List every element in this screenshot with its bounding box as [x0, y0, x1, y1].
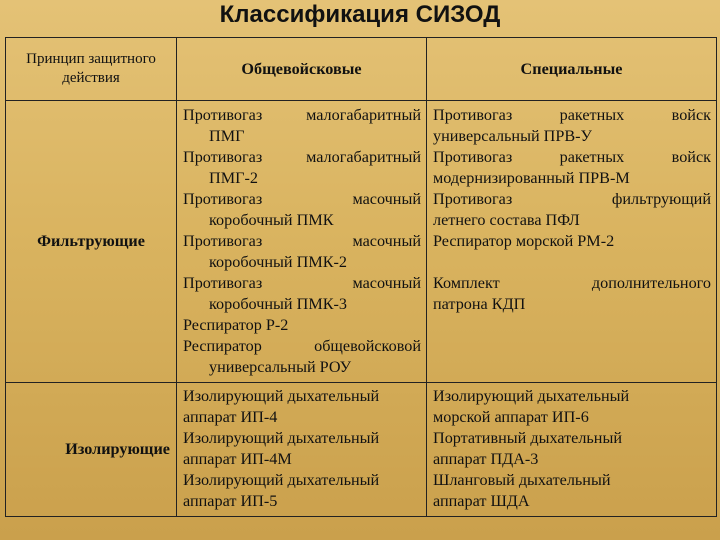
isolating-general-cell: [177, 383, 427, 517]
row-label-isolating: Изолирующие: [6, 383, 177, 517]
header-row: [6, 38, 717, 101]
list-item: Портативный дыхательный: [433, 429, 623, 447]
table-row-filtering: [6, 101, 717, 383]
sizod-classification-table: [5, 37, 717, 517]
list-item: Противогаз ракетных войск модернизированный ПРВ-М: [433, 148, 711, 187]
slide-title: Классификация СИЗОД: [219, 1, 501, 28]
list-item: Шланговый дыхательный: [433, 471, 611, 489]
list-item: Противогаз малогабаритный ПМГ: [183, 106, 421, 145]
list-item: Противогаз фильтрующий летнего состава ПФЛ: [433, 190, 711, 229]
list-item: Респиратор морской РМ-2: [433, 232, 615, 250]
list-item: Противогаз малогабаритный ПМГ-2: [183, 148, 421, 187]
list-item: Противогаз масочный коробочный ПМК-3: [183, 274, 421, 313]
filtering-special-cell: [427, 101, 717, 383]
list-item: аппарат ШДА: [433, 492, 530, 510]
list-item: Противогаз масочный коробочный ПМК-2: [183, 232, 421, 271]
list-item: Респиратор Р-2: [183, 316, 289, 334]
header-general: Общевойсковые: [177, 38, 427, 101]
list-item: Изолирующий дыхательный: [183, 387, 380, 405]
list-item: аппарат ИП-5: [183, 492, 278, 510]
list-item: Изолирующий дыхательный: [183, 471, 380, 489]
isolating-special-cell: [427, 383, 717, 517]
list-item: аппарат ИП-4М: [183, 450, 292, 468]
header-special: Специальные: [427, 38, 717, 101]
list-item: аппарат ИП-4: [183, 408, 278, 426]
row-label-filtering: Фильтрующие: [6, 101, 177, 383]
list-item: морской аппарат ИП-6: [433, 408, 589, 426]
list-item: Респиратор общевойсковой универсальный РОУ: [183, 337, 421, 376]
table-row-isolating: [6, 383, 717, 517]
filtering-general-cell: [177, 101, 427, 383]
list-item: Комплект дополнительного патрона КДП: [433, 274, 711, 313]
list-item: аппарат ПДА-3: [433, 450, 539, 468]
list-item: Противогаз ракетных войск универсальный ПРВ-У: [433, 106, 711, 145]
list-item: Изолирующий дыхательный: [433, 387, 630, 405]
list-item: Изолирующий дыхательный: [183, 429, 380, 447]
list-item: Противогаз масочный коробочный ПМК: [183, 190, 421, 229]
header-principle: Принцип защитного действия: [6, 38, 177, 101]
